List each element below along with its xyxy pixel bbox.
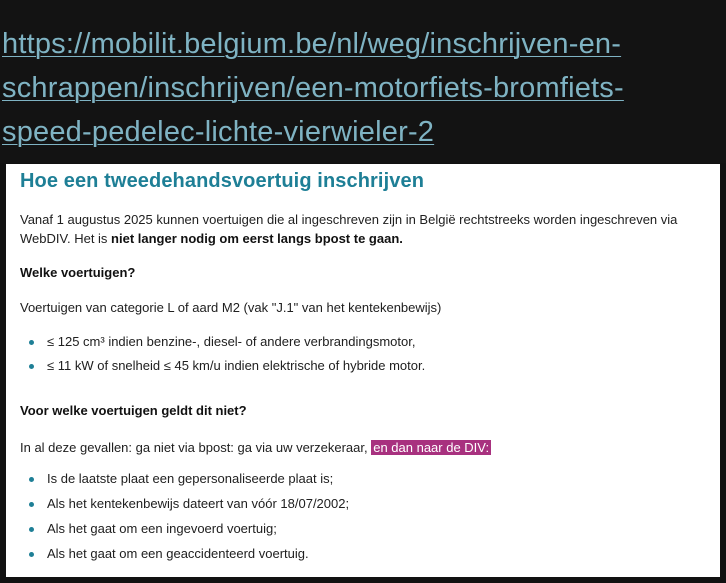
- list-item-text: ≤ 11 kW of snelheid ≤ 45 km/u indien elektrische of hybride motor.: [47, 358, 426, 373]
- url-line-2[interactable]: schrappen/inschrijven/een-motorfiets-bromfiets-: [2, 72, 624, 104]
- webpage-screenshot: [6, 164, 720, 577]
- intro-text: Vanaf 1 augustus 2025 kunnen voertuigen die al ingeschreven zijn in België rechtstreeks worden ingeschreven via WebDIV. Het is: [20, 212, 678, 246]
- page-title: Hoe een tweedehandsvoertuig inschrijven: [20, 170, 425, 192]
- list-item-text: Als het gaat om een ingevoerd voertuig;: [47, 521, 277, 536]
- bullet-dot-icon: [29, 477, 34, 482]
- bullet-dot-icon: [29, 364, 34, 369]
- list-item-text: Als het kentekenbewijs dateert van vóór 18/07/2002;: [47, 496, 350, 511]
- section-vehicles-text: Voertuigen van categorie L of aard M2 (vak "J.1" van het kentekenbewijs): [20, 300, 442, 315]
- section-heading-exceptions: Voor welke voertuigen geldt dit niet?: [20, 403, 247, 418]
- list-item-text: ≤ 125 cm³ indien benzine-, diesel- of andere verbrandingsmotor,: [47, 334, 416, 349]
- url-line-3[interactable]: speed-pedelec-lichte-vierwieler-2: [2, 116, 435, 148]
- url-line-1[interactable]: https://mobilit.belgium.be/nl/weg/inschrijven-en-: [2, 28, 622, 60]
- exceptions-text: In al deze gevallen: ga niet via bpost: ga via uw verzekeraar,: [20, 440, 372, 455]
- list-item: [20, 334, 425, 358]
- list-item: [20, 496, 349, 521]
- list-item: [20, 471, 349, 496]
- intro-paragraph: [20, 210, 712, 248]
- bullet-dot-icon: [29, 502, 34, 507]
- section-exceptions-text: [20, 438, 491, 457]
- section-heading-vehicles: Welke voertuigen?: [20, 265, 136, 280]
- highlighted-text: en dan naar de DIV:: [373, 440, 490, 455]
- list-item-text: Als het gaat om een geaccidenteerd voertuig.: [47, 546, 309, 561]
- list-item: [20, 358, 425, 382]
- intro-bold-text: niet langer nodig om eerst langs bpost te gaan.: [111, 231, 403, 246]
- list-item-text: Is de laatste plaat een gepersonaliseerde plaat is;: [47, 471, 334, 486]
- url-link[interactable]: [2, 22, 722, 154]
- bullet-dot-icon: [29, 527, 34, 532]
- list-item: [20, 546, 349, 571]
- header-bar: [0, 0, 726, 163]
- exceptions-bullet-list: [20, 471, 349, 571]
- vehicles-bullet-list: [20, 334, 425, 382]
- list-item: [20, 521, 349, 546]
- bullet-dot-icon: [29, 340, 34, 345]
- bullet-dot-icon: [29, 552, 34, 557]
